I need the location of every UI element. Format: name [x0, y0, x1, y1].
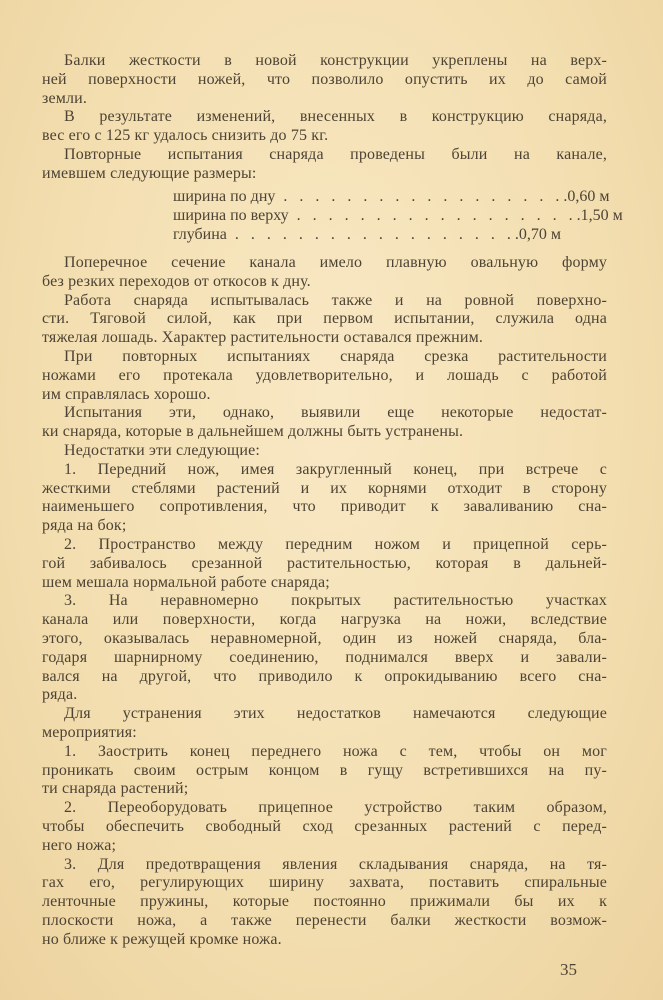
paragraph-first-line: Балки жесткости в новой конструкции укреплены на верх-: [64, 52, 607, 69]
dimension-row: [173, 188, 610, 207]
paragraph-line: ней поверхности ножей, что позволило опустить их до самой: [42, 70, 607, 88]
paragraph-first-line: 2. Переоборудовать прицепное устройство таким образом,: [64, 799, 607, 817]
paragraph-first-line: Повторные испытания снаряда проведены были на канале,: [64, 146, 607, 163]
paragraph-line: ряда.: [42, 686, 78, 704]
paragraph-line: проникать своим острым концом в гущу встретившихся на пу-: [42, 761, 607, 779]
paragraph-first-line: Работа снаряда испытывалась также и на ровной поверхно-: [64, 291, 607, 309]
paragraph-line: плоскости ножа, а также перенести балки жесткости возмож-: [42, 912, 607, 929]
paragraph-line: гой забивалось срезанной растительностью, которая в дальней-: [42, 554, 607, 572]
paragraph-line: ленточные пружины, которые постоянно прижимали бы их к: [42, 893, 607, 911]
dimension-value: .0,70 м: [514, 226, 562, 243]
paragraph-line: чтобы обеспечить свободный сход срезанных растений с перед-: [42, 818, 607, 835]
paragraph-line: имевшем следующие размеры:: [42, 164, 257, 182]
paragraph-line: наименьшего сопротивления, что приводит к заваливанию сна-: [42, 498, 607, 516]
paragraph-line: но ближе к режущей кромке ножа.: [42, 930, 282, 948]
paragraph-first-line: 3. Для предотвращения явления складывания снаряда, на тя-: [64, 855, 607, 873]
paragraph-line: без резких переходов от откосов к дну.: [42, 272, 311, 290]
paragraph-first-line: Недостатки эти следующие:: [64, 442, 260, 459]
paragraph-first-line: В результате изменений, внесенных в конструкцию снаряда,: [64, 108, 607, 126]
paragraph-first-line: 1. Заострить конец переднего ножа с тем, чтобы он мог: [64, 742, 607, 760]
paragraph-line: годаря шарнирному соединению, поднимался вверх и завали-: [42, 648, 607, 666]
paragraph-first-line: Для устранения этих недостатков намечаются следующие: [64, 705, 607, 723]
dimension-value: .1,50 м: [576, 207, 623, 224]
paragraph-line: шем мешала нормальной работе снаряда;: [42, 573, 330, 591]
paragraph-line: канала или поверхности, когда нагрузка на ножи, вследствие: [42, 611, 607, 629]
dimension-row: [173, 226, 562, 245]
paragraph-first-line: 2. Пространство между передним ножом и прицепной серь-: [64, 536, 607, 553]
paragraph-line: жесткими стеблями растений и их корнями отходит в сторону: [42, 479, 607, 497]
paragraph-line: ки снаряда, которые в дальнейшем должны быть устранены.: [42, 423, 464, 441]
paragraph-line: мероприятия:: [42, 724, 137, 741]
paragraph-line: вес его с 125 кг удалось снизить до 75 кг.: [42, 127, 329, 145]
dimension-label: ширина по верху: [173, 207, 289, 224]
paragraph-line: гах его, регулирующих ширину захвата, поставить спиральные: [42, 874, 607, 892]
paragraph-first-line: 1. Передний нож, имея закругленный конец, при встрече с: [64, 460, 607, 478]
paragraph-line: сти. Тяговой силой, как при первом испытании, служила одна: [42, 310, 607, 328]
page-number: 35: [560, 960, 577, 979]
dot-leader: . . . . . . . . . . . . . . . . . .: [296, 207, 577, 224]
paragraph-first-line: При повторных испытаниях снаряда срезка растительности: [64, 348, 607, 365]
dot-leader: . . . . . . . . . . . . . . . . . .: [283, 188, 564, 205]
paragraph-line: этого, оказывалась неравномерной, один из ножей снаряда, бла-: [42, 630, 607, 647]
paragraph-line: земли.: [42, 89, 87, 107]
paragraph-line: ряда на бок;: [42, 517, 127, 535]
dimension-label: ширина по дну: [173, 188, 276, 205]
dimension-label: глубина: [173, 226, 227, 243]
dimension-row: [173, 207, 623, 226]
paragraph-line: вался на другой, что приводило к опрокидыванию всего сна-: [42, 667, 607, 685]
paragraph-first-line: Поперечное сечение канала имело плавную овальную форму: [64, 254, 607, 271]
paragraph-line: него ножа;: [42, 836, 117, 854]
dot-leader: . . . . . . . . . . . . . . . . . .: [234, 226, 515, 243]
paragraph-line: ти снаряда растений;: [42, 780, 189, 798]
paragraph-line: ножами его протекала удовлетворительно, и лошадь с работой: [42, 366, 607, 384]
paragraph-line: тяжелая лошадь. Характер растительности оставался прежним.: [42, 329, 484, 347]
paragraph-first-line: 3. На неравномерно покрытых растительностью участках: [64, 592, 607, 610]
paragraph-line: им справлялась хорошо.: [42, 385, 211, 403]
paragraph-first-line: Испытания эти, однако, выявили еще некоторые недостат-: [64, 404, 607, 422]
dimension-value: .0,60 м: [563, 188, 610, 205]
